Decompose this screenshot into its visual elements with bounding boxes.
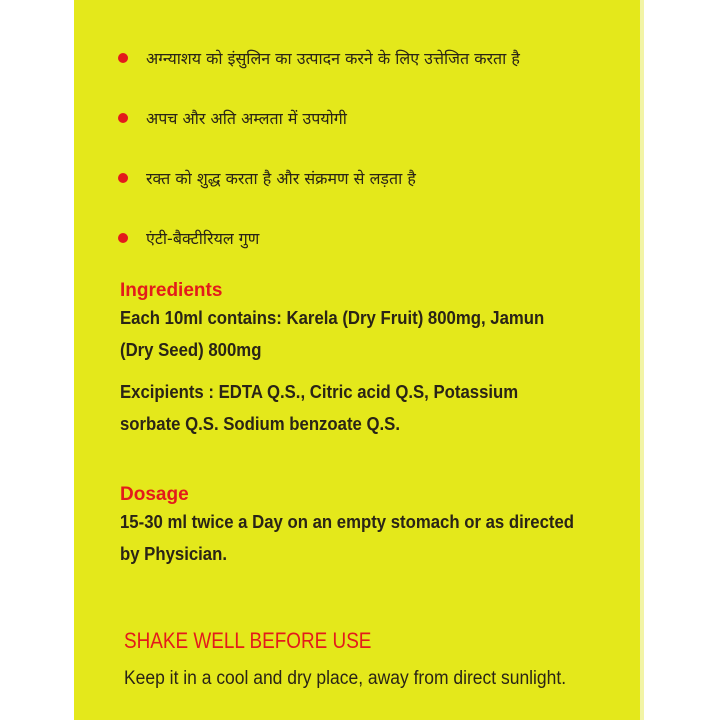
benefit-text: रक्त को शुद्ध करता है और संक्रमण से लड़ता है [146,169,416,188]
benefit-text: अग्न्याशय को इंसुलिन का उत्पादन करने के लिए उत्तेजित करता है [146,49,520,68]
list-item [118,148,628,208]
shake-warning: SHAKE WELL BEFORE USE [124,628,372,653]
bullet-dot-icon [118,173,128,183]
list-item [118,88,628,148]
ingredients-line: Each 10ml contains: Karela (Dry Fruit) 800mg, Jamun [120,308,545,328]
ingredients-line: (Dry Seed) 800mg [120,340,262,360]
dosage-line: by Physician. [120,544,228,564]
bullet-dot-icon [118,113,128,123]
dosage-line: 15-30 ml twice a Day on an empty stomach or as directed [120,512,575,532]
label-panel [74,0,644,720]
dosage-section [120,484,630,570]
benefits-list [118,28,628,268]
bullet-dot-icon [118,233,128,243]
ingredients-heading: Ingredients [120,280,223,301]
bullet-dot-icon [118,53,128,63]
list-item [118,208,628,268]
excipients-line: sorbate Q.S. Sodium benzoate Q.S. [120,414,400,434]
list-item [118,28,628,88]
benefit-text: अपच और अति अम्लता में उपयोगी [146,109,347,128]
ingredients-section [120,280,630,440]
storage-instruction: Keep it in a cool and dry place, away from direct sunlight. [124,668,567,689]
excipients-line: Excipients : EDTA Q.S., Citric acid Q.S, Potassium [120,382,519,402]
benefit-text: एंटी-बैक्टीरियल गुण [146,229,260,248]
dosage-heading: Dosage [120,484,189,505]
